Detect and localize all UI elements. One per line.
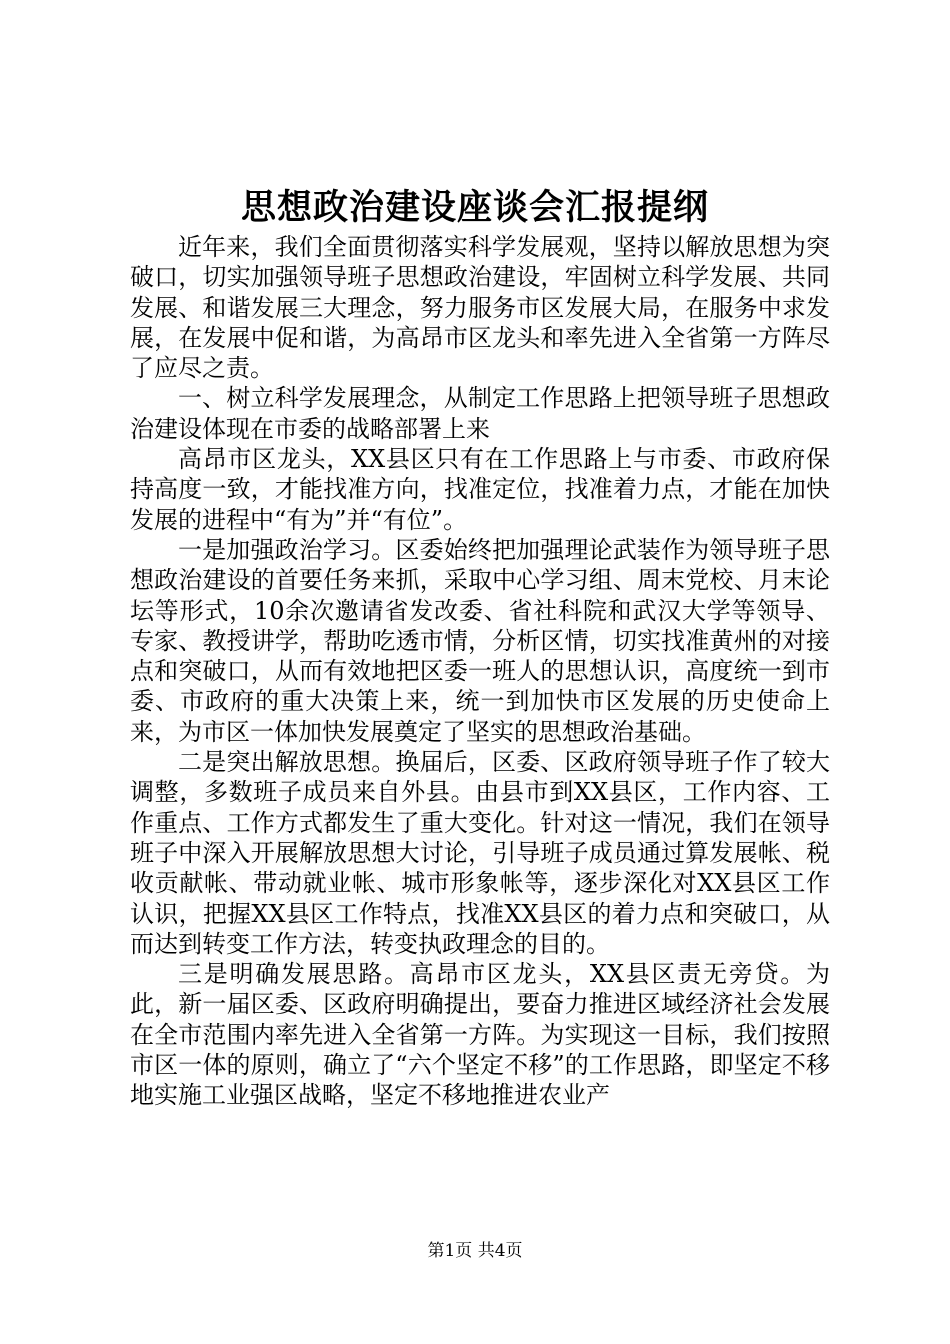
document-title: 思想政治建设座谈会汇报提纲 (240, 188, 709, 228)
paragraph-emancipate-mind: 二是突出解放思想。换届后，区委、区政府领导班子作了较大调整，多数班子成员来自外县。由县市到XX县区，工作内容、工作重点、工作方式都发生了重大变化。针对这一情况，我们在领导班子中深入开展解放思想大讨论，引导班子成员通过算发展帐、税收贡献帐、带动就业帐、城市形象帐等，逐步深化对XX县区工作认识，把握XX县区工作特点，找准XX县区的着力点和突破口，从而达到转变工作方法，转变执政理念的目的。 (130, 748, 830, 958)
paragraph-intro: 近年来，我们全面贯彻落实科学发展观，坚持以解放思想为突破口，切实加强领导班子思想政治建设，牢固树立科学发展、共同发展、和谐发展三大理念，努力服务市区发展大局，在服务中求发展，在发展中促和谐，为高昂市区龙头和率先进入全省第一方阵尽了应尽之责。 (130, 233, 830, 383)
section-heading-1: 一、树立科学发展理念，从制定工作思路上把领导班子思想政治建设体现在市委的战略部署上来 (130, 384, 830, 443)
paragraph-section-1-intro: 高昂市区龙头，XX县区只有在工作思路上与市委、市政府保持高度一致，才能找准方向，找准定位，找准着力点，才能在加快发展的进程中“有为”并“有位”。 (130, 445, 830, 534)
page-number-footer: 第1页 共4页 (427, 1241, 523, 1261)
paragraph-political-study: 一是加强政治学习。区委始终把加强理论武装作为领导班子思想政治建设的首要任务来抓，采取中心学习组、周末党校、月末论坛等形式，10余次邀请省发改委、省社科院和武汉大学等领导、专家、教授讲学，帮助吃透市情，分析区情，切实找准黄州的对接点和突破口，从而有效地把区委一班人的思想认识，高度统一到市委、市政府的重大决策上来，统一到加快市区发展的历史使命上来，为市区一体加快发展奠定了坚实的思想政治基础。 (130, 535, 830, 746)
document-body (130, 232, 830, 1111)
paragraph-development-ideas: 三是明确发展思路。高昂市区龙头，XX县区责无旁贷。为此，新一届区委、区政府明确提出，要奋力推进区域经济社会发展在全市范围内率先进入全省第一方阵。为实现这一目标，我们按照市区一体的原则，确立了“六个坚定不移”的工作思路，即坚定不移地实施工业强区战略，坚定不移地推进农业产 (130, 960, 830, 1110)
